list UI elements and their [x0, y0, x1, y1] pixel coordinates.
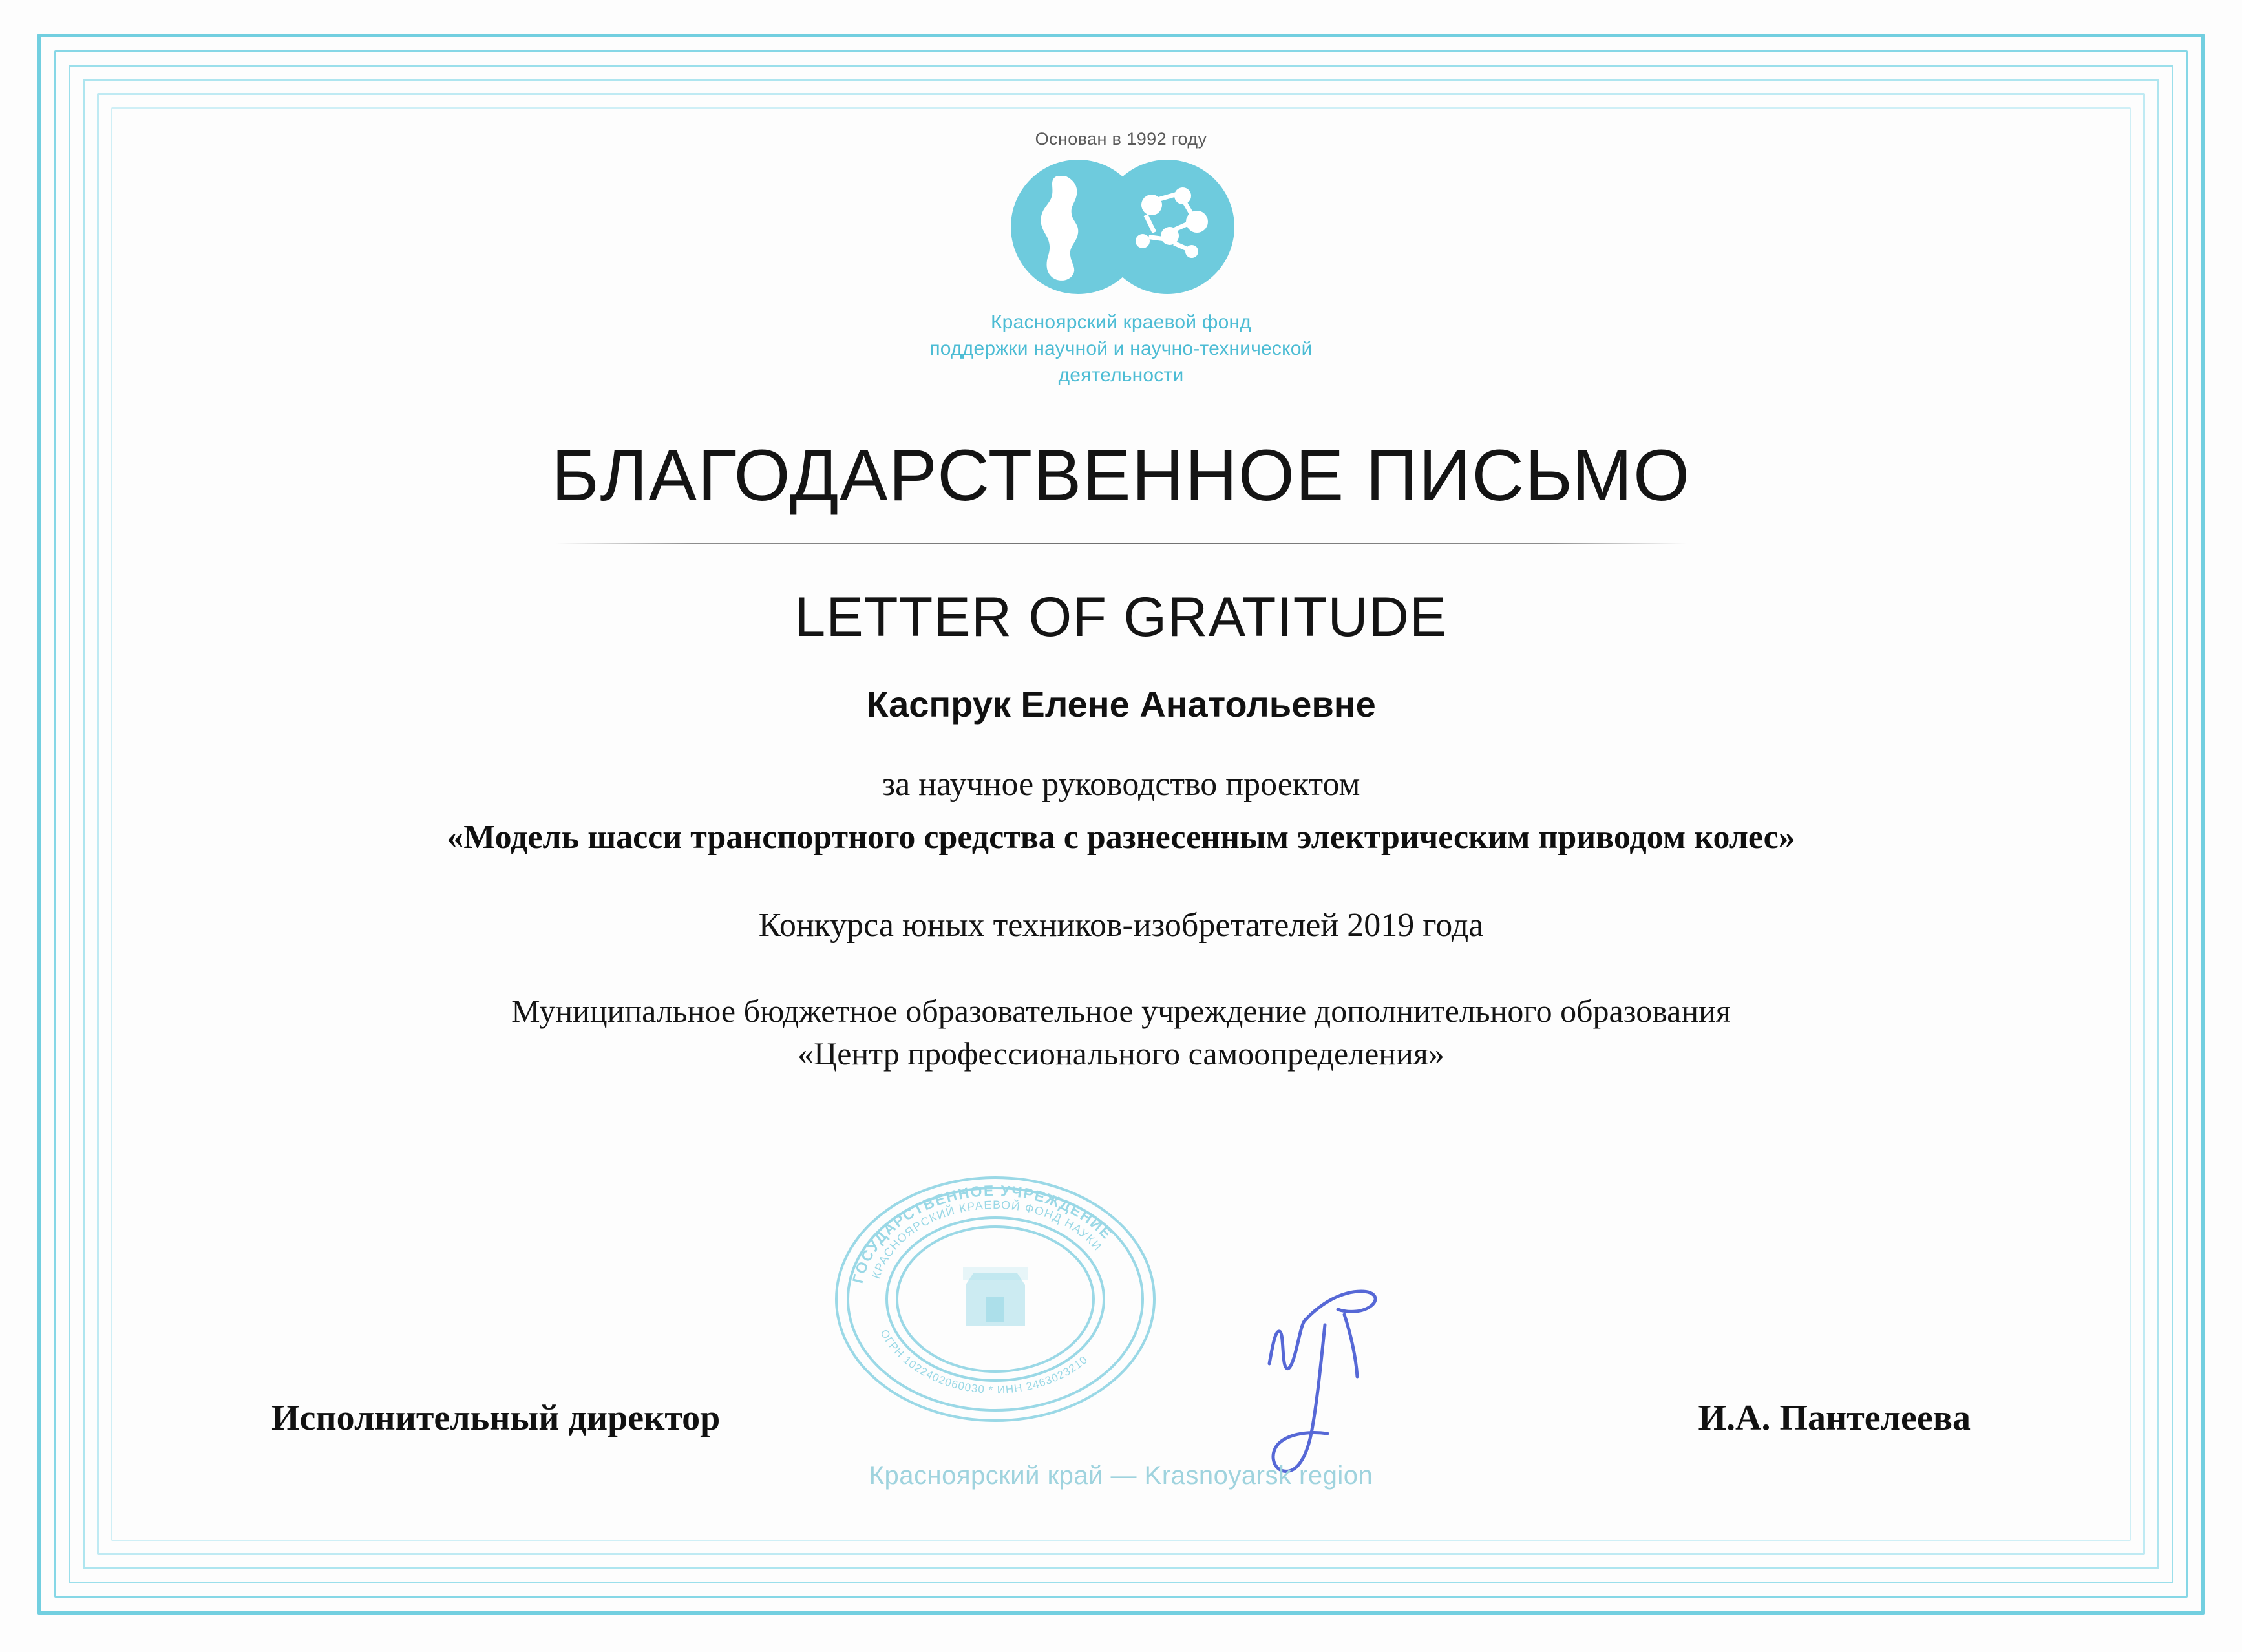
- svg-text:КРАСНОЯРСКИЙ КРАЕВОЙ ФОНД НАУК: КРАСНОЯРСКИЙ КРАЕВОЙ ФОНД НАУКИ: [869, 1198, 1105, 1281]
- fund-logo-icon: [969, 154, 1273, 303]
- logo-caption-line-1: Красноярский краевой фонд: [991, 312, 1251, 333]
- logo-caption: [929, 310, 1312, 388]
- award-reason: за научное руководство проектом: [882, 766, 1360, 803]
- signatory-position: Исполнительный директор: [271, 1398, 721, 1438]
- logo-caption-line-2: поддержки научной и научно-технической: [929, 337, 1313, 359]
- title-divider: [556, 543, 1687, 544]
- contest-name: Конкурса юных техников-изобретателей 2019 года: [758, 906, 1484, 944]
- organization-logo-block: [129, 129, 2113, 388]
- title-english: LETTER OF GRATITUDE: [794, 586, 1448, 649]
- organization-name: [511, 990, 1731, 1075]
- logo-founded-text: Основан в 1992 году: [1035, 129, 1207, 149]
- organization-line-1: Муниципальное бюджетное образовательное учреждение дополнительного образования: [511, 992, 1731, 1029]
- signatory-name: И.А. Пантелеева: [1698, 1398, 1971, 1438]
- logo-caption-line-3: деятельности: [1058, 364, 1184, 386]
- certificate-content: [129, 116, 2113, 1529]
- svg-text:ГОСУДАРСТВЕННОЕ УЧРЕЖДЕНИЕ: ГОСУДАРСТВЕННОЕ УЧРЕЖДЕНИЕ: [849, 1181, 1116, 1286]
- footer-region-text: Красноярский край — Krasnoyarsk region: [869, 1461, 1373, 1490]
- project-title: «Модель шасси транспортного средства с разнесенным электрическим приводом колес»: [447, 819, 1795, 856]
- title-russian: БЛАГОДАРСТВЕННОЕ ПИСЬМО: [551, 435, 1691, 516]
- signature-row: [271, 1397, 1971, 1439]
- organization-line-2: «Центр профессионального самоопределения»: [798, 1035, 1444, 1072]
- recipient-name: Каспрук Елене Анатольевне: [866, 684, 1376, 725]
- svg-text:ОГРН 1022402060030 * ИНН 24630: ОГРН 1022402060030 * ИНН 2463023210: [878, 1327, 1090, 1397]
